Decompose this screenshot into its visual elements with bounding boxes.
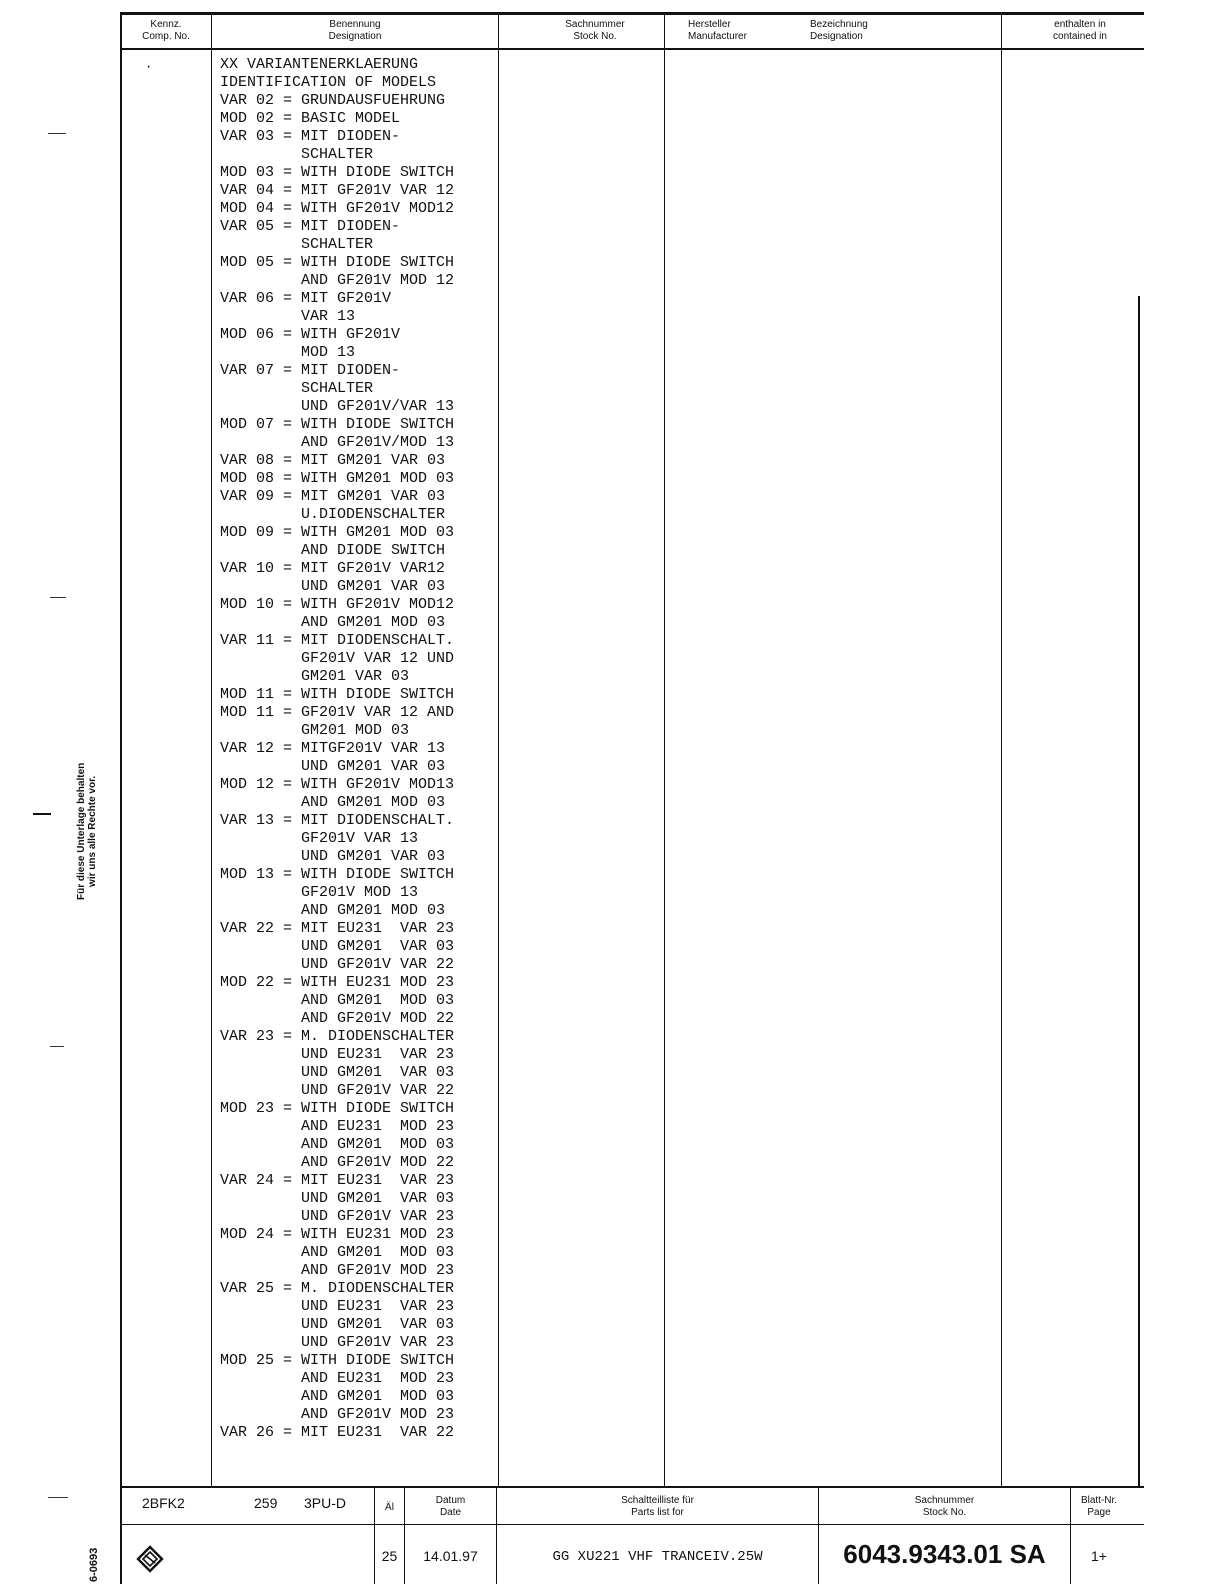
designation-line: U.DIODENSCHALTER — [220, 506, 446, 523]
footer-parts-list-label-de: Schaltteilliste für — [621, 1495, 694, 1506]
footer-code-3: 3PU-D — [304, 1495, 347, 1511]
footer-parts-list-label-en: Parts list for — [631, 1507, 684, 1518]
header-stock-no-de: Sachnummer — [565, 19, 625, 30]
footer-date-value: 14.01.97 — [423, 1548, 478, 1564]
designation-line: AND GM201 MOD 03 — [220, 1388, 455, 1405]
designation-line: UND GF201V/VAR 13 — [220, 398, 455, 415]
designation-line: MOD 04 = WITH GF201V MOD12 — [220, 200, 455, 217]
header-mfr-designation — [810, 19, 990, 43]
designation-line: AND GM201 MOD 03 — [220, 614, 446, 631]
designation-line: UND GF201V VAR 22 — [220, 956, 455, 973]
designation-line: AND GM201 MOD 03 — [220, 902, 446, 919]
header-designation-en: Designation — [328, 31, 382, 42]
designation-line: VAR 13 = MIT DIODENSCHALT. — [220, 812, 455, 829]
header-stock-no — [500, 19, 690, 43]
designation-line: VAR 26 = MIT EU231 VAR 22 — [220, 1424, 455, 1441]
header-mfr-designation-de: Bezeichnung — [810, 19, 868, 30]
footer-code-1: 2BFK2 — [142, 1495, 185, 1511]
designation-text-block — [220, 56, 502, 1442]
designation-line: MOD 07 = WITH DIODE SWITCH — [220, 416, 455, 433]
designation-line: VAR 25 = M. DIODENSCHALTER — [220, 1280, 455, 1297]
designation-line: SCHALTER — [220, 236, 374, 253]
designation-line: UND GF201V VAR 22 — [220, 1082, 455, 1099]
designation-line: VAR 22 = MIT EU231 VAR 23 — [220, 920, 455, 937]
rights-notice-line1: Für diese Unterlage behalten — [76, 762, 87, 900]
designation-line: VAR 09 = MIT GM201 VAR 03 — [220, 488, 446, 505]
comp-no-bullet: · — [146, 58, 152, 75]
designation-line: VAR 13 — [220, 308, 356, 325]
designation-line: AND GM201 MOD 03 — [220, 794, 446, 811]
designation-line: IDENTIFICATION OF MODELS — [220, 74, 437, 91]
designation-line: VAR 07 = MIT DIODEN- — [220, 362, 401, 379]
header-contained-in-de: enthalten in — [1054, 19, 1106, 30]
designation-line: AND GF201V MOD 23 — [220, 1262, 455, 1279]
margin-tick-1 — [48, 133, 66, 134]
designation-line: SCHALTER — [220, 380, 374, 397]
designation-line: AND DIODE SWITCH — [220, 542, 446, 559]
designation-line: AND GM201 MOD 03 — [220, 992, 455, 1009]
rs-logo-graphic — [136, 1545, 164, 1573]
designation-line: VAR 08 = MIT GM201 VAR 03 — [220, 452, 446, 469]
designation-line: MOD 05 = WITH DIODE SWITCH — [220, 254, 455, 271]
designation-line: SCHALTER — [220, 146, 374, 163]
rights-notice-line2: wir uns alle Rechte vor. — [87, 775, 98, 887]
designation-line: AND EU231 MOD 23 — [220, 1370, 455, 1387]
footer-parts-list-label — [497, 1495, 818, 1519]
footer-page-value: 1+ — [1091, 1548, 1107, 1564]
header-comp-no-en: Comp. No. — [142, 31, 190, 42]
designation-line: UND GM201 VAR 03 — [220, 578, 446, 595]
designation-line: AND GM201 MOD 03 — [220, 1244, 455, 1261]
designation-line: GF201V VAR 12 UND — [220, 650, 455, 667]
designation-line: MOD 11 = WITH DIODE SWITCH — [220, 686, 455, 703]
designation-line: VAR 23 = M. DIODENSCHALTER — [220, 1028, 455, 1045]
designation-line: UND EU231 VAR 23 — [220, 1046, 455, 1063]
margin-tick-4 — [48, 1497, 68, 1498]
designation-line: UND GM201 VAR 03 — [220, 1316, 455, 1333]
designation-line: MOD 10 = WITH GF201V MOD12 — [220, 596, 455, 613]
designation-line: AND GM201 MOD 03 — [220, 1136, 455, 1153]
designation-line: MOD 09 = WITH GM201 MOD 03 — [220, 524, 455, 541]
designation-line: MOD 11 = GF201V VAR 12 AND — [220, 704, 455, 721]
header-comp-no — [122, 19, 210, 43]
header-contained-in — [1002, 19, 1158, 43]
footer-date-label — [405, 1495, 496, 1519]
header-manufacturer-de: Hersteller — [688, 19, 731, 30]
footer-parts-list-value: GG XU221 VHF TRANCEIV.25W — [552, 1549, 763, 1565]
designation-line: MOD 13 — [220, 344, 356, 361]
footer-page-label-de: Blatt-Nr. — [1080, 1495, 1118, 1506]
right-border — [1138, 296, 1140, 1488]
footer-code-2: 259 — [254, 1495, 278, 1511]
designation-line: VAR 03 = MIT DIODEN- — [220, 128, 401, 145]
footer-ai-value: 25 — [381, 1548, 398, 1564]
designation-line: AND GF201V MOD 12 — [220, 272, 455, 289]
designation-line: VAR 11 = MIT DIODENSCHALT. — [220, 632, 455, 649]
margin-document-number: 6-0693 — [88, 1547, 100, 1582]
designation-line: VAR 10 = MIT GF201V VAR12 — [220, 560, 446, 577]
header-designation — [212, 19, 498, 43]
header-manufacturer-en: Manufacturer — [688, 31, 747, 42]
footer-page-label — [1071, 1495, 1127, 1519]
margin-tick-2 — [50, 597, 66, 598]
rs-logo-icon — [136, 1545, 164, 1573]
designation-line: GF201V MOD 13 — [220, 884, 419, 901]
designation-line: MOD 23 = WITH DIODE SWITCH — [220, 1100, 455, 1117]
col-rule-3 — [664, 12, 665, 1486]
designation-line: MOD 13 = WITH DIODE SWITCH — [220, 866, 455, 883]
designation-line: VAR 02 = GRUNDAUSFUEHRUNG — [220, 92, 446, 109]
designation-line: UND GM201 VAR 03 — [220, 1064, 455, 1081]
footer-page-label-en: Page — [1087, 1507, 1111, 1518]
designation-line: UND GM201 VAR 03 — [220, 758, 446, 775]
designation-line: GF201V VAR 13 — [220, 830, 419, 847]
header-stock-no-en: Stock No. — [573, 31, 617, 42]
designation-line: MOD 22 = WITH EU231 MOD 23 — [220, 974, 455, 991]
designation-line: UND GF201V VAR 23 — [220, 1208, 455, 1225]
designation-line: MOD 25 = WITH DIODE SWITCH — [220, 1352, 455, 1369]
footer-rule-ai — [374, 1486, 375, 1584]
footer-stock-no-label-de: Sachnummer — [914, 1495, 975, 1506]
footer-mid-rule — [120, 1524, 1144, 1525]
header-comp-no-de: Kennz. — [150, 19, 182, 30]
rights-notice — [76, 763, 98, 900]
designation-line: VAR 06 = MIT GF201V — [220, 290, 392, 307]
footer-date-label-de: Datum — [435, 1495, 466, 1506]
col-rule-4 — [1001, 12, 1002, 1486]
designation-line: GM201 MOD 03 — [220, 722, 410, 739]
designation-line: GM201 VAR 03 — [220, 668, 410, 685]
col-rule-1 — [211, 12, 212, 1486]
footer-top-rule — [120, 1486, 1144, 1488]
footer-stock-no-label — [819, 1495, 1070, 1519]
designation-line: UND GM201 VAR 03 — [220, 1190, 455, 1207]
designation-line: MOD 06 = WITH GF201V — [220, 326, 401, 343]
designation-line: AND EU231 MOD 23 — [220, 1118, 455, 1135]
designation-line: MOD 02 = BASIC MODEL — [220, 110, 401, 127]
footer-date-label-en: Date — [439, 1507, 462, 1518]
designation-line: VAR 12 = MITGF201V VAR 13 — [220, 740, 446, 757]
left-border — [120, 12, 122, 1584]
designation-line: MOD 12 = WITH GF201V MOD13 — [220, 776, 455, 793]
header-mfr-designation-en: Designation — [810, 31, 863, 42]
header-bottom-rule — [120, 48, 1144, 50]
designation-line: UND GM201 VAR 03 — [220, 848, 446, 865]
designation-line: AND GF201V/MOD 13 — [220, 434, 455, 451]
designation-line: VAR 24 = MIT EU231 VAR 23 — [220, 1172, 455, 1189]
designation-line: AND GF201V MOD 22 — [220, 1010, 455, 1027]
designation-line: MOD 03 = WITH DIODE SWITCH — [220, 164, 455, 181]
designation-line: XX VARIANTENERKLAERUNG — [220, 56, 419, 73]
header-designation-de: Benennung — [329, 19, 381, 30]
designation-line: UND EU231 VAR 23 — [220, 1298, 455, 1315]
designation-line: UND GM201 VAR 03 — [220, 938, 455, 955]
footer-stock-no-label-en: Stock No. — [922, 1507, 967, 1518]
header-contained-in-en: contained in — [1053, 31, 1107, 42]
footer-stock-no-value: 6043.9343.01 SA — [843, 1539, 1046, 1569]
header-manufacturer — [688, 19, 808, 43]
margin-tick-3 — [50, 1046, 64, 1047]
designation-line: MOD 24 = WITH EU231 MOD 23 — [220, 1226, 455, 1243]
designation-line: VAR 05 = MIT DIODEN- — [220, 218, 401, 235]
designation-line: MOD 08 = WITH GM201 MOD 03 — [220, 470, 455, 487]
designation-line: AND GF201V MOD 22 — [220, 1154, 455, 1171]
margin-fold-mark — [33, 813, 51, 815]
designation-line: AND GF201V MOD 23 — [220, 1406, 455, 1423]
footer-ai-label: Äl — [385, 1502, 394, 1513]
designation-line: UND GF201V VAR 23 — [220, 1334, 455, 1351]
designation-line: VAR 04 = MIT GF201V VAR 12 — [220, 182, 455, 199]
top-border — [120, 12, 1144, 15]
